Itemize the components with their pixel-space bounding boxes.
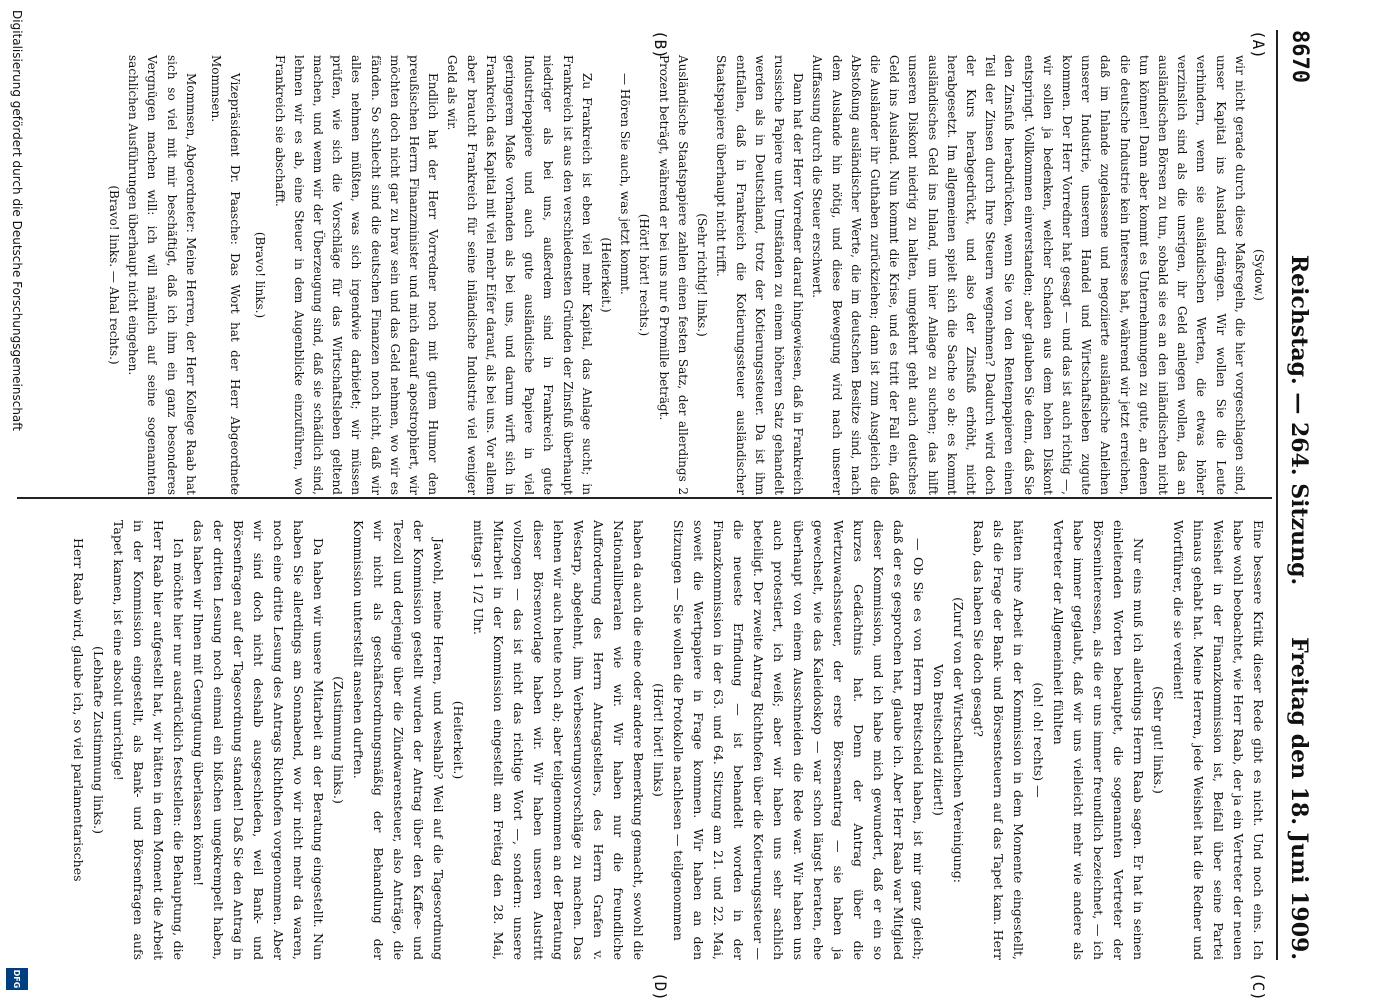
interjection: (Bravo! links.) (253, 231, 268, 319)
paragraph: Jawohl, meine Herren, und weshalb? Weil auf die Tagesordnung der Kommission gestellt wurden der Antrag über den Kaffee- und Teezoll und derjenige über die Zündwarensteuer, also Anträge, die wir nicht als geschäftsordnungsmäßig der Behandlung der Kommission unterstellt ansehen durften. (351, 520, 446, 960)
interjection: (Zustimmung links.) (331, 676, 346, 804)
paragraph: hätten ihre Arbeit in der Kommission in dem Momente eingestellt, als die Frage der Bank- und Börsensteuern auf das Tapet kam. Herr Raab, das haben Sie doch gesagt? (971, 520, 1026, 960)
paragraph: Endlich hat der Herr Vorredner noch mit gutem Humor den preußischen Herrn Finanzminister und mich darauf apostrophiert, wir möchten doch nicht gar zu brav sein und das Geld nehmen, wo wir es fänden. So schlecht sind die deutschen Finanzen noch nicht, daß wir alles nehmen müßten, was sich irgendwie darbietet; wir müssen prüfen, wie sich die Vorschläge für das Wirtschaftsleben geltend machen, und wenn wir der Überzeugung sind, daß sie schädlich sind, lehnen wir es ab, eine Steuer in dem Augenblicke einzuführen, wo Frankreich sie abschafft. (272, 55, 441, 495)
interjection: (Hört! hört! rechts.) (637, 213, 652, 337)
paragraph: — Hören Sie auch, was jetzt kommt. (618, 73, 633, 295)
page-number: 8670 (1287, 30, 1312, 83)
digitization-footer (0, 0, 32, 1000)
interjection: (Lebhafte Zustimmung links.) (91, 646, 106, 834)
paragraph: Da haben wir unsere Mitarbeit an der Beratung eingestellt. Nun haben Sie allerdings am Sonnabend, wo wir nicht mehr da waren, noch eine dritte Lesung des Antrags Richthofen vorgenommen. Aber wir sind doch nicht deshalb ausgeschieden, weil Bank- und Börsenfragen auf der Tagesordnung standen! Daß Sie den Antrag in der dritten Lesung noch einmal ein bißchen umgekrempelt haben, das haben wir Ihnen mit Genugtuung überlassen können! (191, 520, 326, 960)
header-rule (1276, 30, 1278, 960)
interjection: (Zuruf von der Wirtschaftlichen Vereinigung: (951, 597, 966, 883)
margin-marker-d: (D) (651, 972, 670, 1001)
interjection: (Sehr gut! links.) (1151, 686, 1166, 794)
interjection: (Hört! hört! links) (651, 683, 666, 797)
paragraph: Dann hat der Herr Vorredner darauf hingewiesen, daß in Frankreich russische Papiere unter Umständen zu einem höheren Satz gehandelt werden als in Deutschland, trotz der Kotierungssteuer. Da ist ihm entfallen, daß in Frankreich die Kotierungssteuer ausländischer Staatspapiere überhaupt nicht trifft. (714, 55, 806, 495)
paragraph: wir nicht gerade durch diese Maßregeln, die hier vorgeschlagen sind, unser Kapital ins Ausland drängen. Wir wollen Sie die Leute verhindern, wenn sie ausländischen Werten, die etwas höher verzinslich sind als die unsrigen, ihr Geld anlegen wollen, das an ausländischen Börsen zu tun, sobald sie es an den inländischen nicht tun können! Dann aber kommt es Unternehmungen zu gute, an denen die deutsche Industrie kein Interesse hat, während wir jetzt erreichen, daß im Inlande zugelassene und negoziierte ausländische Anleihen unserer Industrie, unserem Handel und Wirtschaftsleben zugute kommen. Der Herr Vorredner hat gesagt — und das ist auch richtig —, wir sollen ja bedenken, welcher Schaden aus dem hohen Diskont entspringt. Vollkommen einverstanden; aber glauben Sie denn, daß Sie den Zinsfuß herabdrücken, wenn Sie von den Rentenpapieren einen Teil der Zinsen durch Ihre Steuern wegnehmen? Dadurch wird doch der Kurs herabgedrückt, und also der Zinsfuß erhöht, nicht herabgesetzt. Im allgemeinen spielt sich die Sache so ab: es kommt ausländisches Geld ins Inland, um hier Anlage zu suchen; das hilft unseren Diskont niedrig zu halten, umgekehrt geht auch deutsches Geld ins Ausland. Nun kommt die Krise, und es tritt der Fall ein, daß die Ausländer ihr Guthaben zurückziehen; dann ist zum Ausgleich die Abstoßung ausländischer Werte, die im deutschen Besitze sind, nach dem Auslande hin nötig, und diese Bewegung wird nach unserer Auffassung durch die Steuer erschwert. (810, 55, 1247, 495)
interjection: Von Breitscheid zitiert!) (931, 664, 946, 816)
dfg-credit: Digitalisierung gefördert durch die Deutsche Forschungsgemeinschaft (10, 10, 24, 432)
paragraph: Ausländische Staatspapiere zahlen einen festen Satz, der allerdings 2 Prozent beträgt, während er bei uns nur 6 Promille beträgt. (656, 55, 690, 495)
margin-marker-c: (C) (1249, 972, 1268, 1001)
interjection: (Sehr richtig! links.) (695, 213, 710, 337)
paragraph: Herr Raab wird, glaube ich, so viel parlamentarisches (71, 538, 86, 882)
interjection: (Bravo! links. — Ahal rechts.) (107, 185, 122, 365)
session-date: Freitag den 18. Juni 1909. (1286, 637, 1312, 960)
margin-marker-b: (B) (651, 30, 670, 59)
paragraph: Mommsen, Abgeordneter: Meine Herren, der Herr Kollege Raab hat sich so viel mit mir beschäftigt, daß ich ihm ein ganz besonderes Vergnügen machen will: ich will nämlich auf seine sogenannten sachlichen Ausführungen überhaupt nicht eingehen. (126, 55, 198, 495)
speaker-tag: (Sydow.) (1252, 249, 1266, 301)
page-header (1282, 30, 1312, 960)
paragraph: Nur eins muß ich allerdings Herrn Raab sagen. Er hat in seinen einleitenden Worten behauptet, die sogenannten Vertreter der Börseninteressen, als die er uns immer freundlich bezeichnet, — ich habe immer geglaubt, daß wir uns vielleicht mehr wie andere als Vertreter der Allgemeinheit fühlten (1051, 520, 1146, 960)
paragraph: Ich möchte hier nur ausdrücklich feststellen: die Behauptung, die Herr Raab hier aufgestellt hat, wir hätten in dem Moment die Arbeit in der Kommission eingestellt, als Bank- und Börsenfragen aufs Tapet kamen, ist eine absolut unrichtige! (111, 520, 186, 960)
running-title: Reichstag. — 264. Sitzung. (1286, 254, 1312, 586)
right-column (68, 520, 1268, 960)
interjection: (Heiterkeit.) (599, 237, 614, 313)
paragraph: Eine bessere Kritik dieser Rede gibt es nicht. Und noch eins. Ich habe wohl beobachtet, wie Herr Raab, der ja ein Vertreter der neuen Weisheit in der Finanzkommission ist, Beifall über seine Partei hinaus gehabt hat. Meine Herren, jede Weisheit hat die Redner und Wortführer, die sie verdient! (1171, 520, 1266, 960)
margin-marker-a: (A) (1249, 30, 1268, 59)
paragraph: — Ob Sie es von Herrn Breitscheid haben, ist mir ganz gleich; daß der es gesprochen hat, glaube ich. Aber Herr Raab war Mitglied dieser Kommission, und ich habe mich gewundert, daß er ein so kurzes Gedächtnis hat. Denn der Antrag über die Wertzuwachssteuer, der erste Börsenantrag — sie haben ja gewechselt, wie das Kaleidoskop — war schon längst beraten, ehe überhaupt von einem Ausschneiden die Rede war. Wir haben uns auch protestiert, ich weiß; aber wir haben uns sehr sachlich beteiligt. Der zweite Antrag Richthofen über die Kotierungssteuer — die neueste Erfindung — ist behandelt worden in der Finanzkommission in der 63. und 64. Sitzung am 21. und 22. Mai, soweit die Wertpapiere in Frage kommen. Wir haben an den Sitzungen — Sie wollen die Protokolle nachlesen — teilgenommen (671, 520, 926, 960)
paragraph: haben da auch die eine oder andere Bemerkung gemacht, sowohl die Nationalliberalen wie wir. Wir haben nur die freundliche Aufforderung des Herrn Antragstellers, des Herrn Grafen v. Westarp, abgelehnt, ihm Verbesserungsvorschläge zu machen. Das lehnen wir auch heute noch ab; aber teilgenommen an der Beratung dieser Börsenvorlage haben wir. Wir haben unseren Austritt vollzogen — das ist nicht das richtige Wort —, sondern: unsere Mitarbeit in der Kommission eingestellt am Freitag den 28. Mai, mittags 1 1/2 Uhr. (471, 520, 646, 960)
interjection: (Heiterkeit.) (451, 700, 466, 780)
paragraph: Zu Frankreich ist eben viel mehr Kapital, das Anlage sucht; in Frankreich ist aus den verschiedensten Gründen der Zinsfuß überhaupt niedriger als bei uns, außerdem sind in Frankreich gute Industriepapiere und auch gute ausländische Papiere in viel geringerem Maße vorhanden als bei uns, und darum wirft sich in Frankreich das Kapital mit viel mehr Eifer darauf, als bei uns. Vor allem aber braucht Frankreich für seine inländische Industrie viel weniger Geld als wir. (445, 55, 594, 495)
left-column (104, 55, 1268, 495)
dfg-logo-icon: DFG (6, 968, 28, 990)
interjection: (oh! oh! rechts) — (1031, 682, 1046, 798)
column-divider (17, 497, 1272, 499)
paragraph: Vizepräsident Dr. Paasche: Das Wort hat der Herr Abgeordnete Mommsen. (209, 55, 243, 495)
